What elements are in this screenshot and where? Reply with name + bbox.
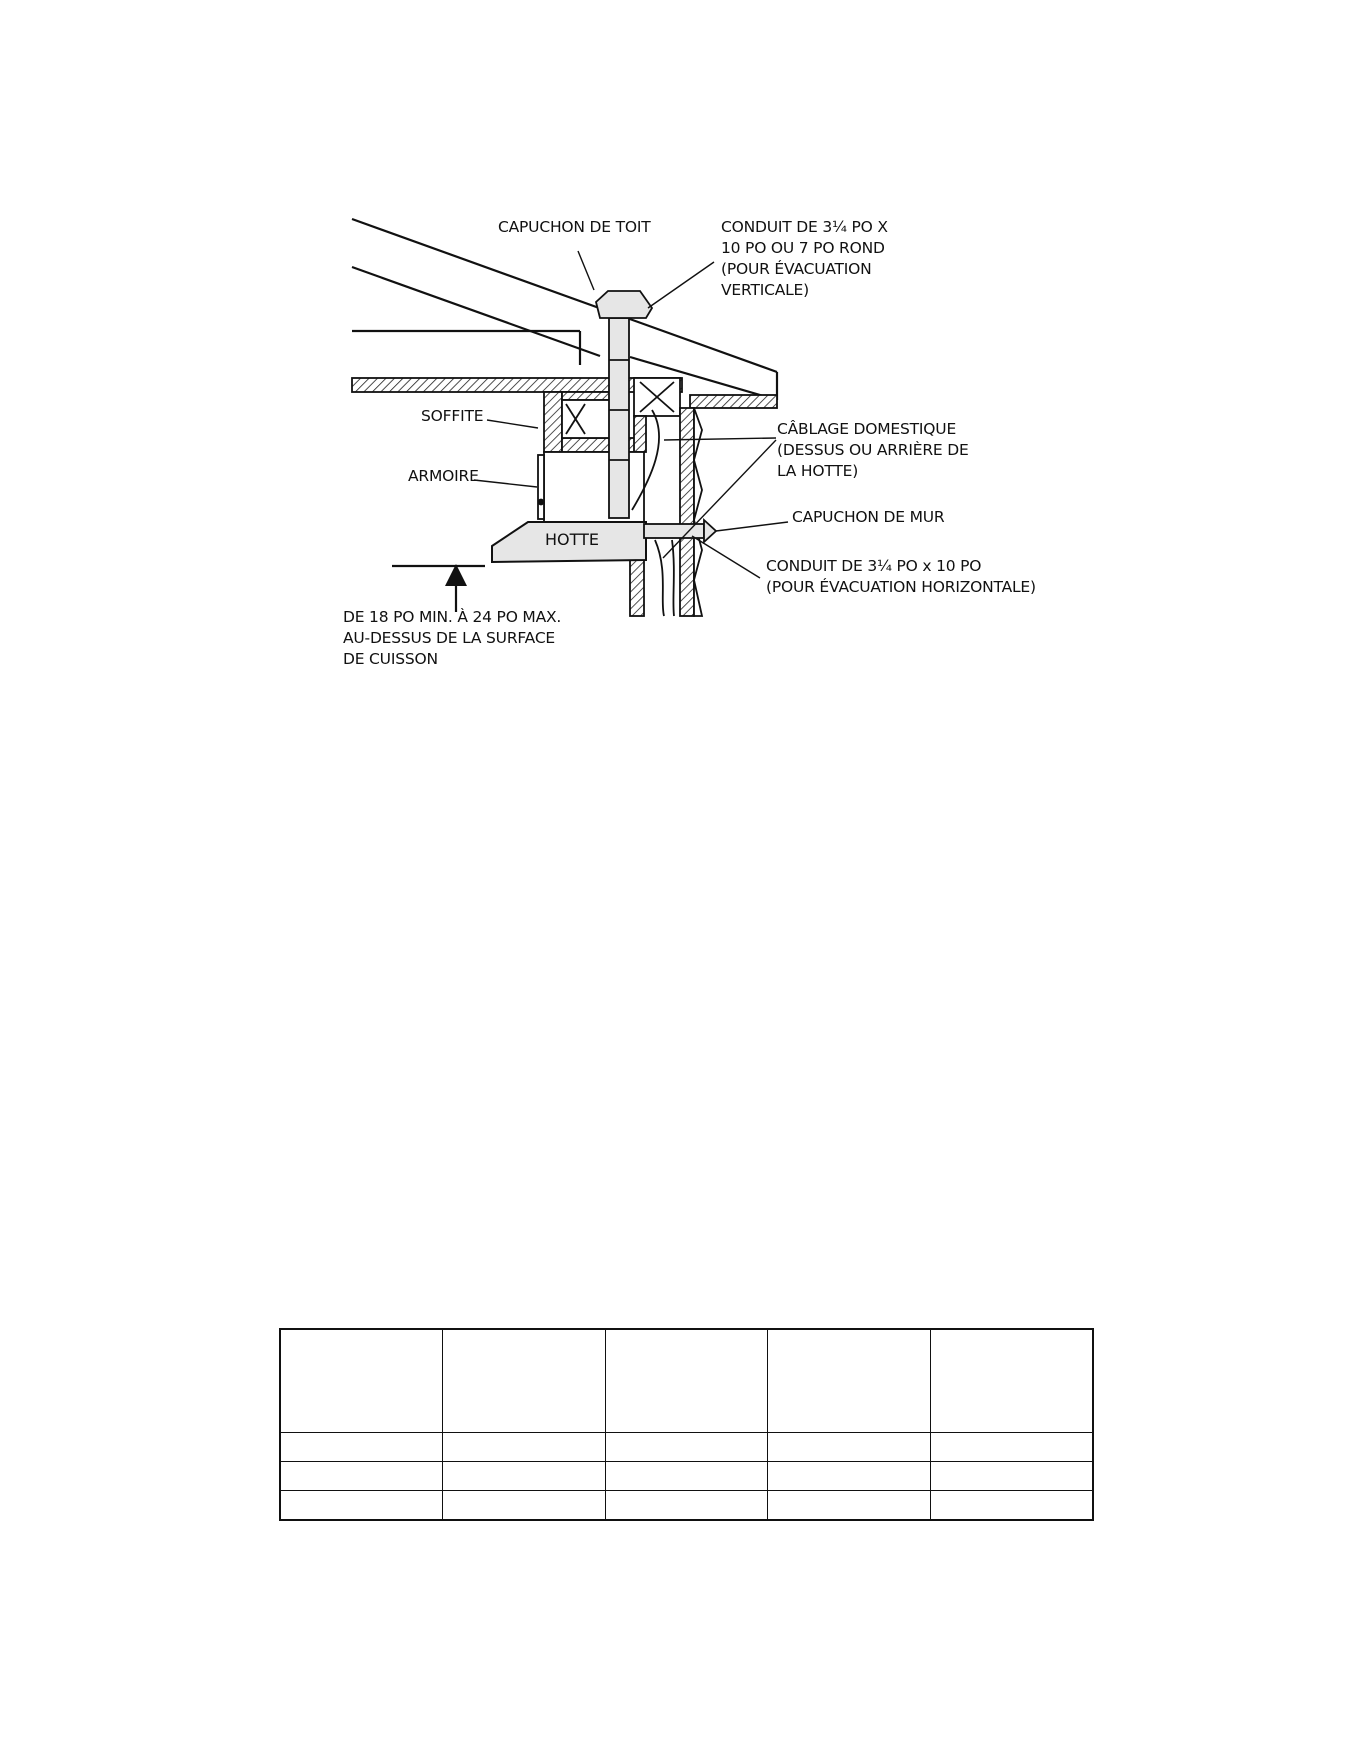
table-cell — [443, 1491, 606, 1521]
spec-table — [279, 1328, 1094, 1521]
table-header-cell — [605, 1329, 768, 1433]
ceiling-joist-right — [690, 395, 777, 408]
vertical-duct — [609, 318, 629, 518]
table-cell — [443, 1433, 606, 1462]
table-cell — [768, 1462, 931, 1491]
installation-diagram — [0, 0, 1361, 760]
roof — [352, 219, 777, 400]
label-wall-cap: CAPUCHON DE MUR — [792, 508, 945, 526]
table-cell — [768, 1491, 931, 1521]
label-roof-cap: CAPUCHON DE TOIT — [498, 218, 651, 236]
table-row — [280, 1433, 1093, 1462]
label-vertical-duct: CONDUIT DE 3¼ PO X 10 PO OU 7 PO ROND (POUR ÉVACUATION VERTICALE) — [721, 218, 888, 299]
table-cell — [280, 1462, 443, 1491]
label-soffit: SOFFITE — [421, 407, 484, 425]
table-header-cell — [930, 1329, 1093, 1433]
label-horizontal-duct: CONDUIT DE 3¼ PO x 10 PO (POUR ÉVACUATION HORIZONTALE) — [766, 557, 1036, 596]
table-cell — [443, 1462, 606, 1491]
mounting-height-marker — [392, 566, 485, 612]
table-cell — [930, 1433, 1093, 1462]
table-cell — [280, 1491, 443, 1521]
table-cell — [768, 1433, 931, 1462]
ceiling-joist — [352, 378, 682, 392]
table-row — [280, 1491, 1093, 1521]
table-header-cell — [443, 1329, 606, 1433]
label-cabinet: ARMOIRE — [408, 467, 479, 485]
table-cell — [280, 1433, 443, 1462]
table-cell — [930, 1491, 1093, 1521]
table-header-cell — [768, 1329, 931, 1433]
label-mounting-height: DE 18 PO MIN. À 24 PO MAX. AU-DESSUS DE LA SURFACE DE CUISSON — [343, 608, 562, 668]
label-house-wiring: CÂBLAGE DOMESTIQUE (DESSUS OU ARRIÈRE DE LA HOTTE) — [777, 420, 969, 480]
table-header-row — [280, 1329, 1093, 1433]
table-cell — [605, 1433, 768, 1462]
table-header-cell — [280, 1329, 443, 1433]
horizontal-duct — [644, 520, 716, 542]
table-cell — [605, 1462, 768, 1491]
roof-cap — [596, 291, 652, 318]
table-cell — [605, 1491, 768, 1521]
table-cell — [930, 1462, 1093, 1491]
table-row — [280, 1462, 1093, 1491]
label-hood: HOTTE — [545, 530, 599, 549]
